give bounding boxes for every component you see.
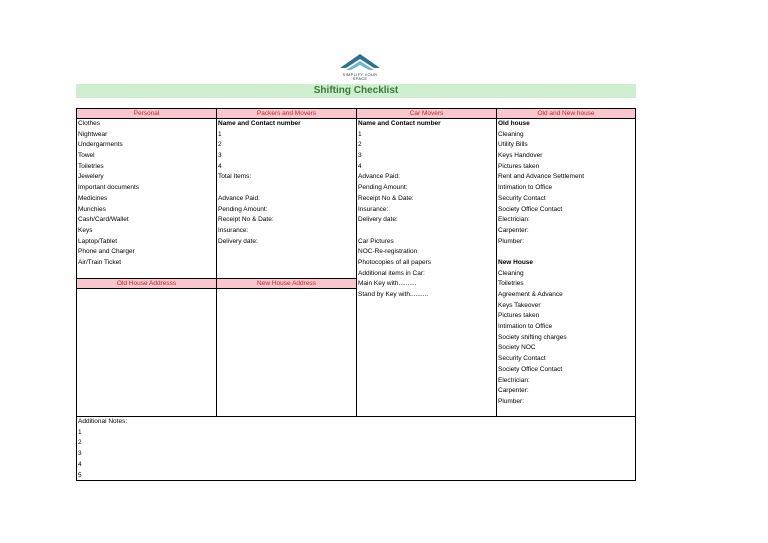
list-item: Receipt No & Date:	[358, 194, 414, 202]
list-item: 1	[78, 428, 82, 436]
list-item: Plumber:	[498, 237, 525, 245]
house-list	[498, 119, 584, 408]
list-item: Laptop/Tablet	[78, 237, 118, 245]
list-item: Pictures taken	[498, 312, 540, 320]
list-item	[498, 247, 584, 258]
column-divider	[356, 109, 357, 417]
header-packers: Packers and Movers	[217, 109, 357, 119]
list-item: Towel	[78, 152, 95, 160]
list-item: Delivery date:	[218, 237, 258, 245]
list-item: Intimation to Office	[498, 323, 553, 331]
list-item: Electrician:	[498, 216, 530, 224]
list-item: Plumber:	[498, 397, 525, 405]
list-item: Undergarments	[78, 141, 123, 149]
list-item: 3	[78, 450, 82, 458]
car-movers-list	[358, 119, 441, 301]
list-item: Pending Amount:	[218, 205, 268, 213]
list-item: 3	[358, 152, 362, 160]
list-heading: Old house	[498, 120, 530, 127]
list-heading: New House	[498, 258, 534, 266]
list-item: Intimation to Office	[498, 184, 553, 192]
list-item: Toiletries	[78, 162, 104, 170]
list-item: Pending Amount:	[358, 184, 408, 192]
list-item: Receipt No & Date:	[218, 216, 274, 224]
list-item: Delivery date:	[358, 216, 398, 224]
column-divider	[496, 109, 497, 417]
column-divider	[216, 109, 217, 417]
list-item: Electrician:	[498, 376, 530, 384]
list-item: Total Items:	[218, 173, 252, 181]
list-item: Advance Paid:	[358, 173, 400, 181]
header-old-address: Old House Addresss	[77, 279, 217, 289]
list-item: 2	[218, 141, 222, 149]
list-item	[358, 226, 441, 237]
list-item: 5	[78, 471, 82, 479]
list-item: Photocopies of all papers	[358, 258, 431, 266]
personal-list	[78, 119, 139, 269]
list-item: 2	[358, 141, 362, 149]
list-item: 1	[218, 130, 222, 138]
list-item: 4	[358, 162, 362, 170]
list-item: Jewelery	[78, 173, 104, 181]
list-item: Keys	[78, 226, 93, 234]
list-item: Rent and Advance Settlement	[498, 173, 585, 181]
list-item: Main Key with..........	[358, 280, 417, 288]
list-item: Advance Paid:	[218, 194, 260, 202]
list-item: Utility Bills	[498, 141, 528, 149]
list-heading: Name and Contact number	[218, 120, 301, 127]
list-item: Society Office Contact	[498, 205, 563, 213]
list-item: Phone and Charger	[78, 248, 135, 256]
list-item: 4	[78, 460, 82, 468]
list-item: Nightwear	[78, 130, 108, 138]
list-item: Clothes	[78, 120, 101, 127]
header-house: Old and New house	[497, 109, 635, 119]
list-item: 3	[218, 152, 222, 160]
list-item: Security Contact	[498, 194, 546, 202]
logo-tagline: SIMPLIFY YOUR SPACE	[342, 72, 378, 81]
list-item: Agreement & Advance	[498, 291, 563, 298]
notes-label: Additional Notes:	[78, 418, 128, 425]
list-heading: Name and Contact number	[358, 120, 441, 127]
list-item: Society shifting charges	[498, 333, 567, 341]
list-item: Insurance:	[218, 226, 249, 234]
list-item: Important documents	[78, 184, 140, 192]
list-item: Medicines	[78, 194, 108, 202]
list-item: Society Office Contact	[498, 365, 563, 373]
list-item: 1	[358, 130, 362, 138]
list-item: Car Pictures	[358, 237, 394, 245]
list-item: Additional items in Car:	[358, 269, 425, 277]
list-item: Toiletries	[498, 280, 524, 288]
list-item: Keys Takeover	[498, 301, 541, 309]
list-item: Pictures taken	[498, 162, 540, 170]
page-title: Shifting Checklist	[76, 84, 636, 98]
list-item: Society NOC	[498, 344, 536, 352]
list-item: Keys Handover	[498, 152, 543, 160]
header-personal: Personal	[77, 109, 217, 119]
checklist-table	[76, 108, 636, 481]
list-item: Carpenter:	[498, 226, 529, 234]
list-item: Stand by Key with..........	[358, 291, 429, 298]
list-item: Insurance:	[358, 205, 389, 213]
list-item: Security Contact	[498, 355, 546, 363]
header-car-movers: Car Movers	[357, 109, 497, 119]
list-item: 2	[78, 439, 82, 447]
list-item: Carpenter:	[498, 387, 529, 395]
notes-divider	[77, 416, 635, 417]
list-item: Munchies	[78, 205, 106, 213]
list-item: Cleaning	[498, 269, 524, 277]
list-item: Cash/Card/Wallet	[78, 216, 129, 224]
list-item: Cleaning	[498, 130, 524, 138]
list-item: NOC-Re-registration	[358, 248, 418, 256]
header-new-address: New House Address	[217, 279, 357, 289]
additional-notes	[78, 417, 127, 481]
packers-list	[218, 119, 301, 247]
list-item: 4	[218, 162, 222, 170]
list-item: Air/Train Ticket	[78, 258, 122, 266]
list-item	[218, 183, 301, 194]
